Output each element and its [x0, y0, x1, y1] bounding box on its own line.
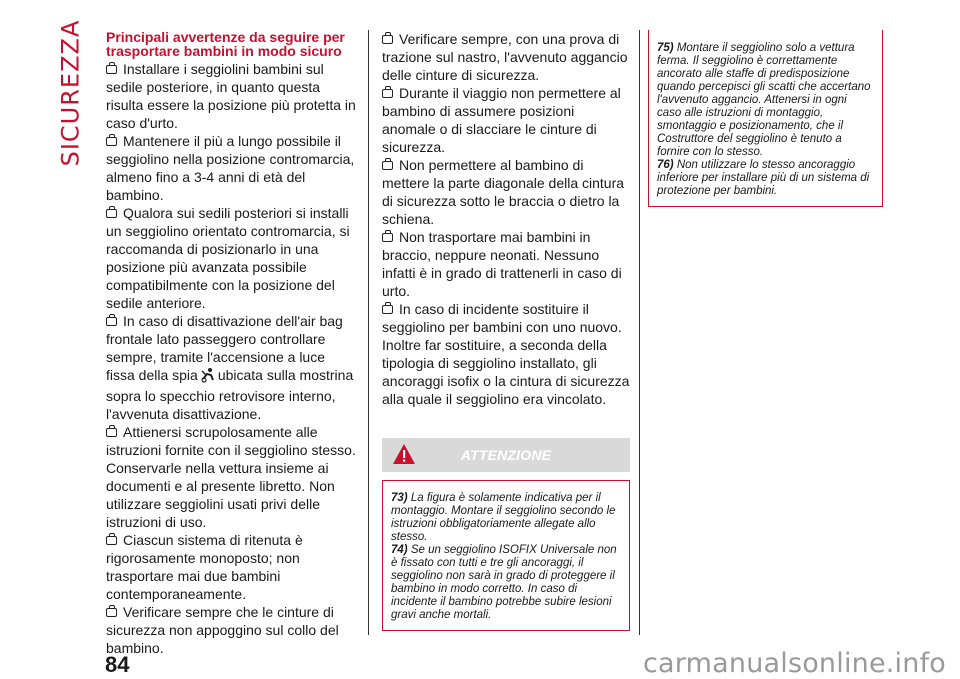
section-tab-label: SICUREZZA [56, 19, 84, 167]
list-item: Non permettere al bambino di mettere la parte diagonale della cintura di sicurezza sotto le braccia o dietro la schiena. [382, 157, 625, 227]
child-seat-bullet-icon [106, 608, 117, 617]
list-item: Verificare sempre che le cinture di sicurezza non appoggino sul collo del bambino. [106, 604, 339, 656]
list-item: Attienersi scrupolosamente alle istruzioni fornite con il seggiolino stesso. Conservarle nella vettura insieme ai documenti e al presente libretto. Non utilizzare seggiolini usati privi delle istruzioni di uso. [106, 424, 356, 530]
attention-header [382, 438, 630, 472]
section-tab [52, 19, 88, 167]
child-seat-bullet-icon [382, 89, 393, 98]
child-seat-bullet-icon [106, 209, 117, 218]
warning-note: 75) Montare il seggiolino solo a vettura ferma. Il seggiolino è correttamente ancorato alle staffe di predisposizione quando percepisci gli scatti che accertano l'avvenuto aggancio. Attenersi in ogni caso alle istruzioni di montaggio, smontaggio e posizionamento, che il Costruttore del seggiolino è tenuto a fornire con lo stesso. [657, 42, 871, 158]
list-item: Durante il viaggio non permettere al bambino di assumere posizioni anomale o di slacciare le cinture di sicurezza. [382, 85, 621, 155]
warning-triangle-icon [392, 442, 416, 471]
child-seat-bullet-icon [106, 536, 117, 545]
watermark: carmanualsonline.info [643, 648, 946, 679]
attention-box-continued [648, 30, 883, 207]
attention-title: ATTENZIONE [460, 447, 552, 463]
child-seat-bullet-icon [106, 428, 117, 437]
column-2 [382, 30, 630, 631]
column-3 [648, 30, 883, 207]
child-seat-bullet-icon [106, 65, 117, 74]
warning-note: 74) Se un seggiolino ISOFIX Universale non è fissato con tutti e tre gli ancoraggi, il seggiolino non sarà in grado di proteggere il bambino in modo corretto. In caso di incidente il bambino potrebbe subire lesioni gravi anche mortali. [391, 544, 617, 621]
warning-note: 76) Non utilizzare lo stesso ancoraggio inferiore per installare più di un sistema di protezione per bambini. [657, 159, 870, 197]
list-item: Installare i seggiolini bambini sul sedile posteriore, in quanto questa risulta essere la posizione più protetta in caso d'urto. [106, 61, 356, 131]
child-seat-bullet-icon [382, 161, 393, 170]
list-item: Qualora sui sedili posteriori si installi un seggiolino orientato contromarcia, si raccomanda di posizionarlo in una posizione più avanzata possibile compatibilmente con la posizione del sedile anteriore. [106, 205, 350, 311]
attention-box [382, 480, 630, 631]
list-item: Verificare sempre, con una prova di trazione sul nastro, l'avvenuto aggancio delle cinture di sicurezza. [382, 31, 628, 83]
section-heading: Principali avvertenze da seguire per trasportare bambini in modo sicuro [106, 29, 345, 59]
airbag-off-warning-icon [200, 367, 216, 387]
list-item: Mantenere il più a lungo possibile il seggiolino nella posizione contromarcia, almeno fino a 3-4 anni di età del bambino. [106, 133, 355, 203]
child-seat-bullet-icon [382, 35, 393, 44]
list-item-airbag: In caso di disattivazione dell'air bag frontale lato passeggero controllare sempre, tramite l'accensione a luce fissa della spia ubicata sulla mostrina sopra lo specchio retrovisore interno, l'avvenuta disattivazione. [106, 313, 354, 422]
column-divider [368, 30, 369, 635]
child-seat-bullet-icon [106, 137, 117, 146]
child-seat-bullet-icon [382, 305, 393, 314]
list-item: Non trasportare mai bambini in braccio, neppure neonati. Nessuno infatti è in grado di trattenerli in caso di urto. [382, 229, 622, 299]
child-seat-bullet-icon [382, 233, 393, 242]
page-number: 84 [105, 652, 130, 677]
list-item: In caso di incidente sostituire il seggiolino per bambini con uno nuovo. Inoltre far sostituire, a seconda della tipologia di seggiolino installato, gli ancoraggi isofix o la cintura di sicurezza alla quale il seggiolino era vincolato. [382, 301, 630, 407]
list-item: Ciascun sistema di ritenuta è rigorosamente monoposto; non trasportare mai due bambini contemporaneamente. [106, 532, 303, 602]
column-divider [639, 30, 640, 635]
child-seat-bullet-icon [106, 317, 117, 326]
column-1 [106, 30, 356, 657]
warning-note: 73) La figura è solamente indicativa per il montaggio. Montare il seggiolino secondo le istruzioni obbligatoriamente allegate allo stesso. [391, 492, 616, 543]
